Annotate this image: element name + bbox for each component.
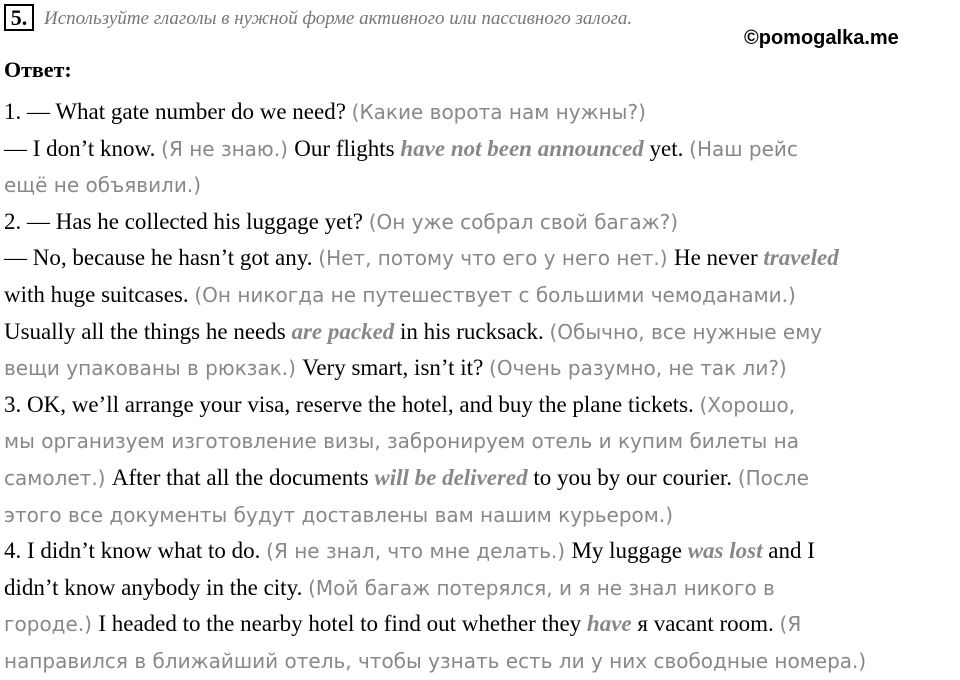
translation-text: мы организуем изготовление визы, забронируем отель и купим билеты на xyxy=(4,429,799,454)
english-text: He never xyxy=(673,245,764,271)
translation-text: (Нет, потому что его у него нет.) xyxy=(318,246,674,271)
translation-text: (Мой багаж потерялся, и я не знал никого в xyxy=(308,575,775,600)
answer-verb: have xyxy=(586,611,632,637)
answer-verb: was lost xyxy=(687,538,763,564)
text-line xyxy=(4,167,956,204)
english-text: with huge suitcases. xyxy=(4,281,195,307)
english-text: yet. xyxy=(643,135,690,161)
text-line xyxy=(4,350,956,387)
english-text: in his rucksack. xyxy=(394,318,550,344)
english-text: Very smart, isn’t it? xyxy=(302,355,490,381)
translation-text: направился в ближайший отель, чтобы узнать есть ли у них свободные номера.) xyxy=(4,648,867,673)
task-instruction: Используйте глаголы в нужной форме активного или пассивного залога. xyxy=(44,8,633,29)
translation-text: (После xyxy=(737,465,809,490)
english-text: Usually all the things he needs xyxy=(4,318,292,344)
text-line xyxy=(4,314,956,351)
translation-text: (Наш рейс xyxy=(689,136,798,161)
site-watermark: ©pomogalka.me xyxy=(744,27,899,49)
translation-text: самолет.) xyxy=(4,465,112,490)
translation-text: (Он уже собрал свой багаж?) xyxy=(368,209,679,234)
english-text: I headed to the nearby hotel to find out whether they xyxy=(98,611,587,637)
text-line xyxy=(4,460,956,497)
english-text: 2. — Has he collected his luggage yet? xyxy=(4,208,369,234)
text-line xyxy=(4,570,956,607)
answer-verb: will be delivered xyxy=(374,464,528,490)
answer-heading: Ответ: xyxy=(4,57,72,82)
english-text: didn’t know anybody in the city. xyxy=(4,574,309,600)
translation-text: (Обычно, все нужные ему xyxy=(549,319,823,344)
text-line xyxy=(4,497,956,534)
answer-verb: traveled xyxy=(763,245,839,271)
translation-text: городе.) xyxy=(4,612,99,637)
english-text: Our flights xyxy=(294,135,401,161)
translation-text: (Я не знал, что мне делать.) xyxy=(266,539,572,564)
translation-text: этого все документы будут доставлены вам нашим курьером.) xyxy=(4,502,674,527)
text-line xyxy=(4,94,956,131)
english-text: and I xyxy=(762,538,815,564)
english-text: 3. OK, we’ll arrange your visa, reserve the hotel, and buy the plane tickets. xyxy=(4,391,700,417)
english-text: 4. I didn’t know what to do. xyxy=(4,538,267,564)
english-text: My luggage xyxy=(571,538,688,564)
answer-verb: have not been announced xyxy=(400,135,644,161)
text-line xyxy=(4,240,956,277)
translation-text: ещё не объявили.) xyxy=(4,173,202,198)
english-text: After that all the documents xyxy=(111,464,375,490)
english-text: — I don’t know. xyxy=(4,135,162,161)
text-line xyxy=(4,643,956,680)
english-text: to you by our courier. xyxy=(527,464,738,490)
text-line xyxy=(4,204,956,241)
translation-text: (Очень разумно, не так ли?) xyxy=(489,356,787,381)
task-number-box: 5. xyxy=(4,4,34,31)
translation-text: (Я xyxy=(779,612,802,637)
translation-text: (Я не знаю.) xyxy=(161,136,295,161)
translation-text: (Он никогда не путешествует с большими чемоданами.) xyxy=(194,282,796,307)
english-text: я vacant room. xyxy=(631,611,780,637)
translation-text: вещи упакованы в рюкзак.) xyxy=(4,356,303,381)
text-line xyxy=(4,387,956,424)
answer-body xyxy=(4,94,956,680)
translation-text: (Какие ворота нам нужны?) xyxy=(351,100,646,124)
translation-text: (Хорошо, xyxy=(699,392,796,417)
english-text: 1. — What gate number do we need? xyxy=(4,99,352,124)
text-line xyxy=(4,277,956,314)
answer-verb: are packed xyxy=(291,318,395,344)
text-line xyxy=(4,606,956,643)
text-line xyxy=(4,423,956,460)
english-text: — No, because he hasn’t got any. xyxy=(4,245,319,271)
text-line xyxy=(4,533,956,570)
text-line xyxy=(4,131,956,168)
